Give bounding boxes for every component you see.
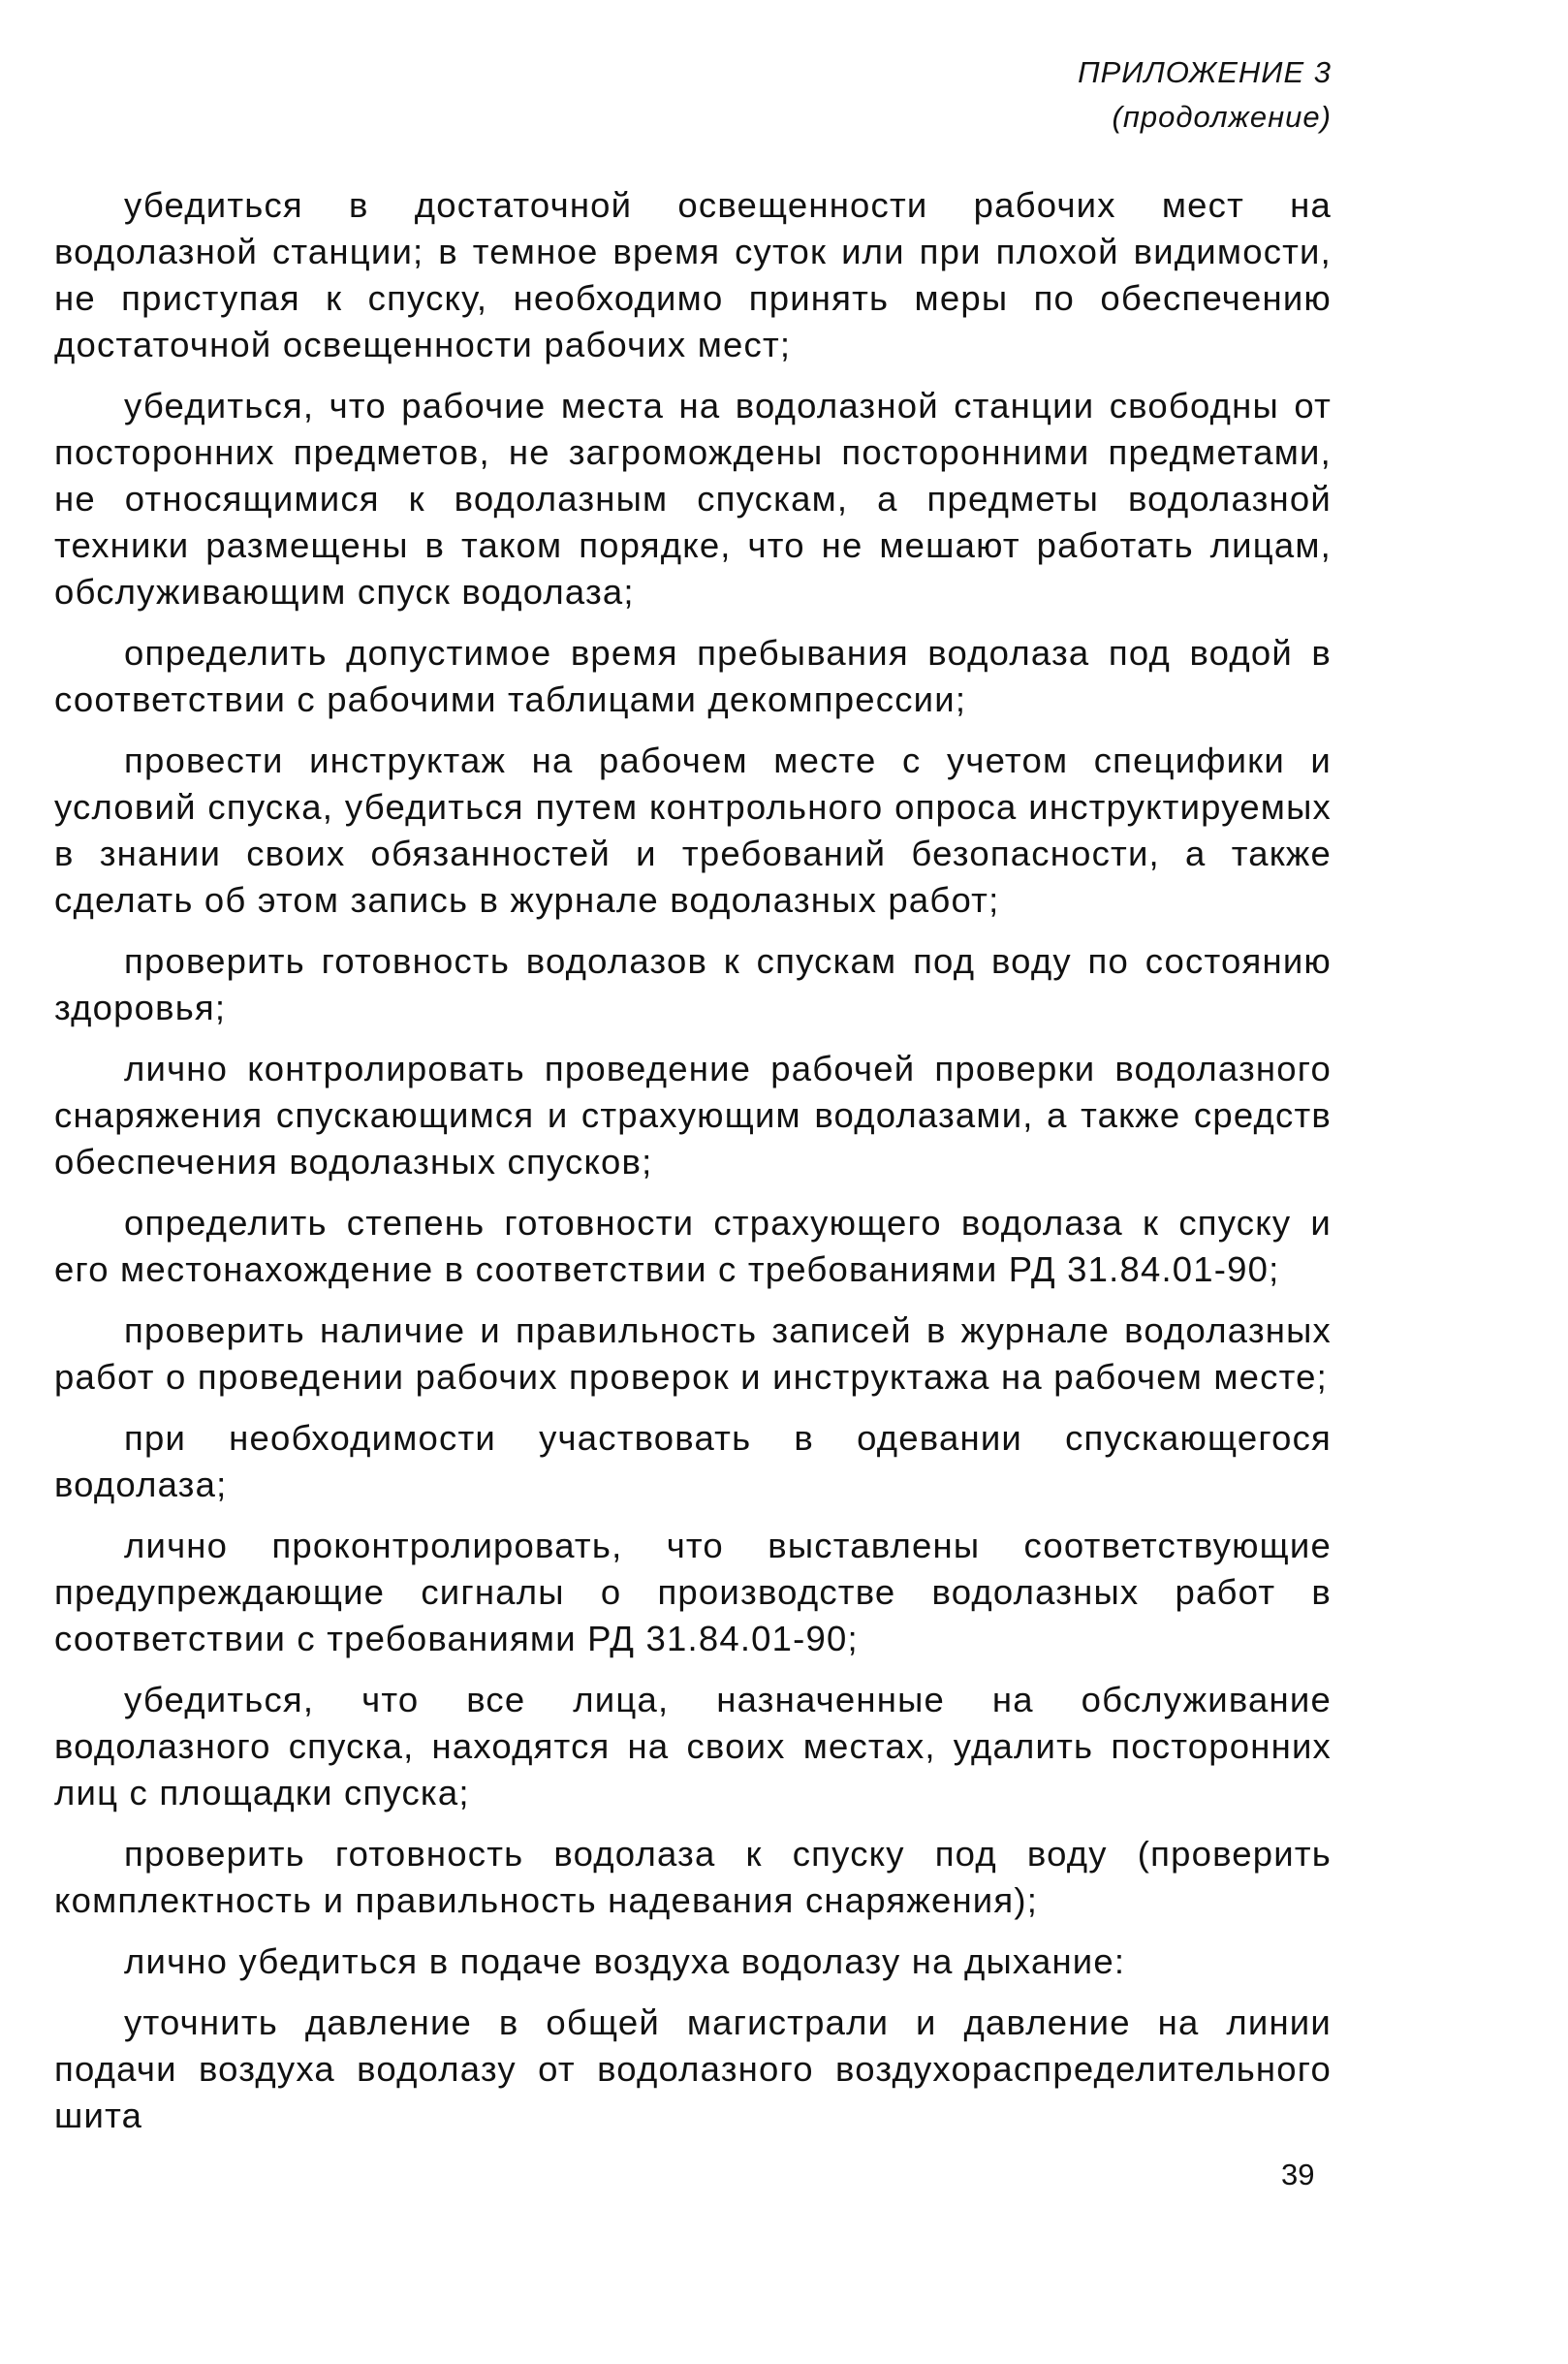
paragraph: убедиться в достаточной освещенности рабочих мест на водолазной станции; в темное время суток или при плохой видимости, не приступая к спуску, необходимо принять меры по обеспечению достаточной освещенности рабочих мест; (54, 185, 1332, 364)
paragraph: проверить готовность водолазов к спускам под воду по состоянию здоровья; (54, 941, 1332, 1027)
continuation-note: (продолжение) (1112, 100, 1332, 134)
paragraph: лично контролировать проведение рабочей проверки водолазного снаряжения спускающимся и страхующим водолазами, а также средств обеспечения водолазных спусков; (54, 1049, 1332, 1182)
paragraph: определить степень готовности страхующего водолаза к спуску и его местонахождение в соответствии с требованиями РД 31.84.01-90; (54, 1203, 1332, 1289)
appendix-header (1078, 50, 1332, 140)
paragraph: определить допустимое время пребывания водолаза под водой в соответствии с рабочими таблицами декомпрессии; (54, 633, 1332, 719)
paragraph: убедиться, что рабочие места на водолазной станции свободны от посторонних предметов, не загромождены посторонними предметами, не относящимися к водолазным спускам, а предметы водолазной техники размещены в таком порядке, что не мешают работать лицам, обслуживающим спуск водолаза; (54, 386, 1332, 612)
paragraph: проверить наличие и правильность записей в журнале водолазных работ о проведении рабочих проверок и инструктажа на рабочем месте; (54, 1310, 1332, 1397)
paragraph: проверить готовность водолаза к спуску под воду (проверить комплектность и правильность надевания снаряжения); (54, 1834, 1332, 1920)
body-text (54, 182, 1332, 2154)
paragraph: провести инструктаж на рабочем месте с учетом специфики и условий спуска, убедиться путем контрольного опроса инструктируемых в знании своих обязанностей и требований безопасности, а также сделать об этом запись в журнале водолазных работ; (54, 741, 1332, 920)
appendix-title: ПРИЛОЖЕНИЕ 3 (1078, 55, 1332, 89)
paragraph: при необходимости участвовать в одевании спускающегося водолаза; (54, 1418, 1332, 1504)
paragraph: лично проконтролировать, что выставлены соответствующие предупреждающие сигналы о производстве водолазных работ в соответствии с требованиями РД 31.84.01-90; (54, 1526, 1332, 1658)
paragraph: лично убедиться в подаче воздуха водолазу на дыхание: (124, 1941, 1126, 1981)
paragraph: уточнить давление в общей магистрали и давление на линии подачи воздуха водолазу от водолазного воздухораспределительного шита (54, 2002, 1332, 2135)
paragraph: убедиться, что все лица, назначенные на обслуживание водолазного спуска, находятся на своих местах, удалить посторонних лиц с площадки спуска; (54, 1680, 1332, 1812)
page-number: 39 (1281, 2158, 1315, 2191)
